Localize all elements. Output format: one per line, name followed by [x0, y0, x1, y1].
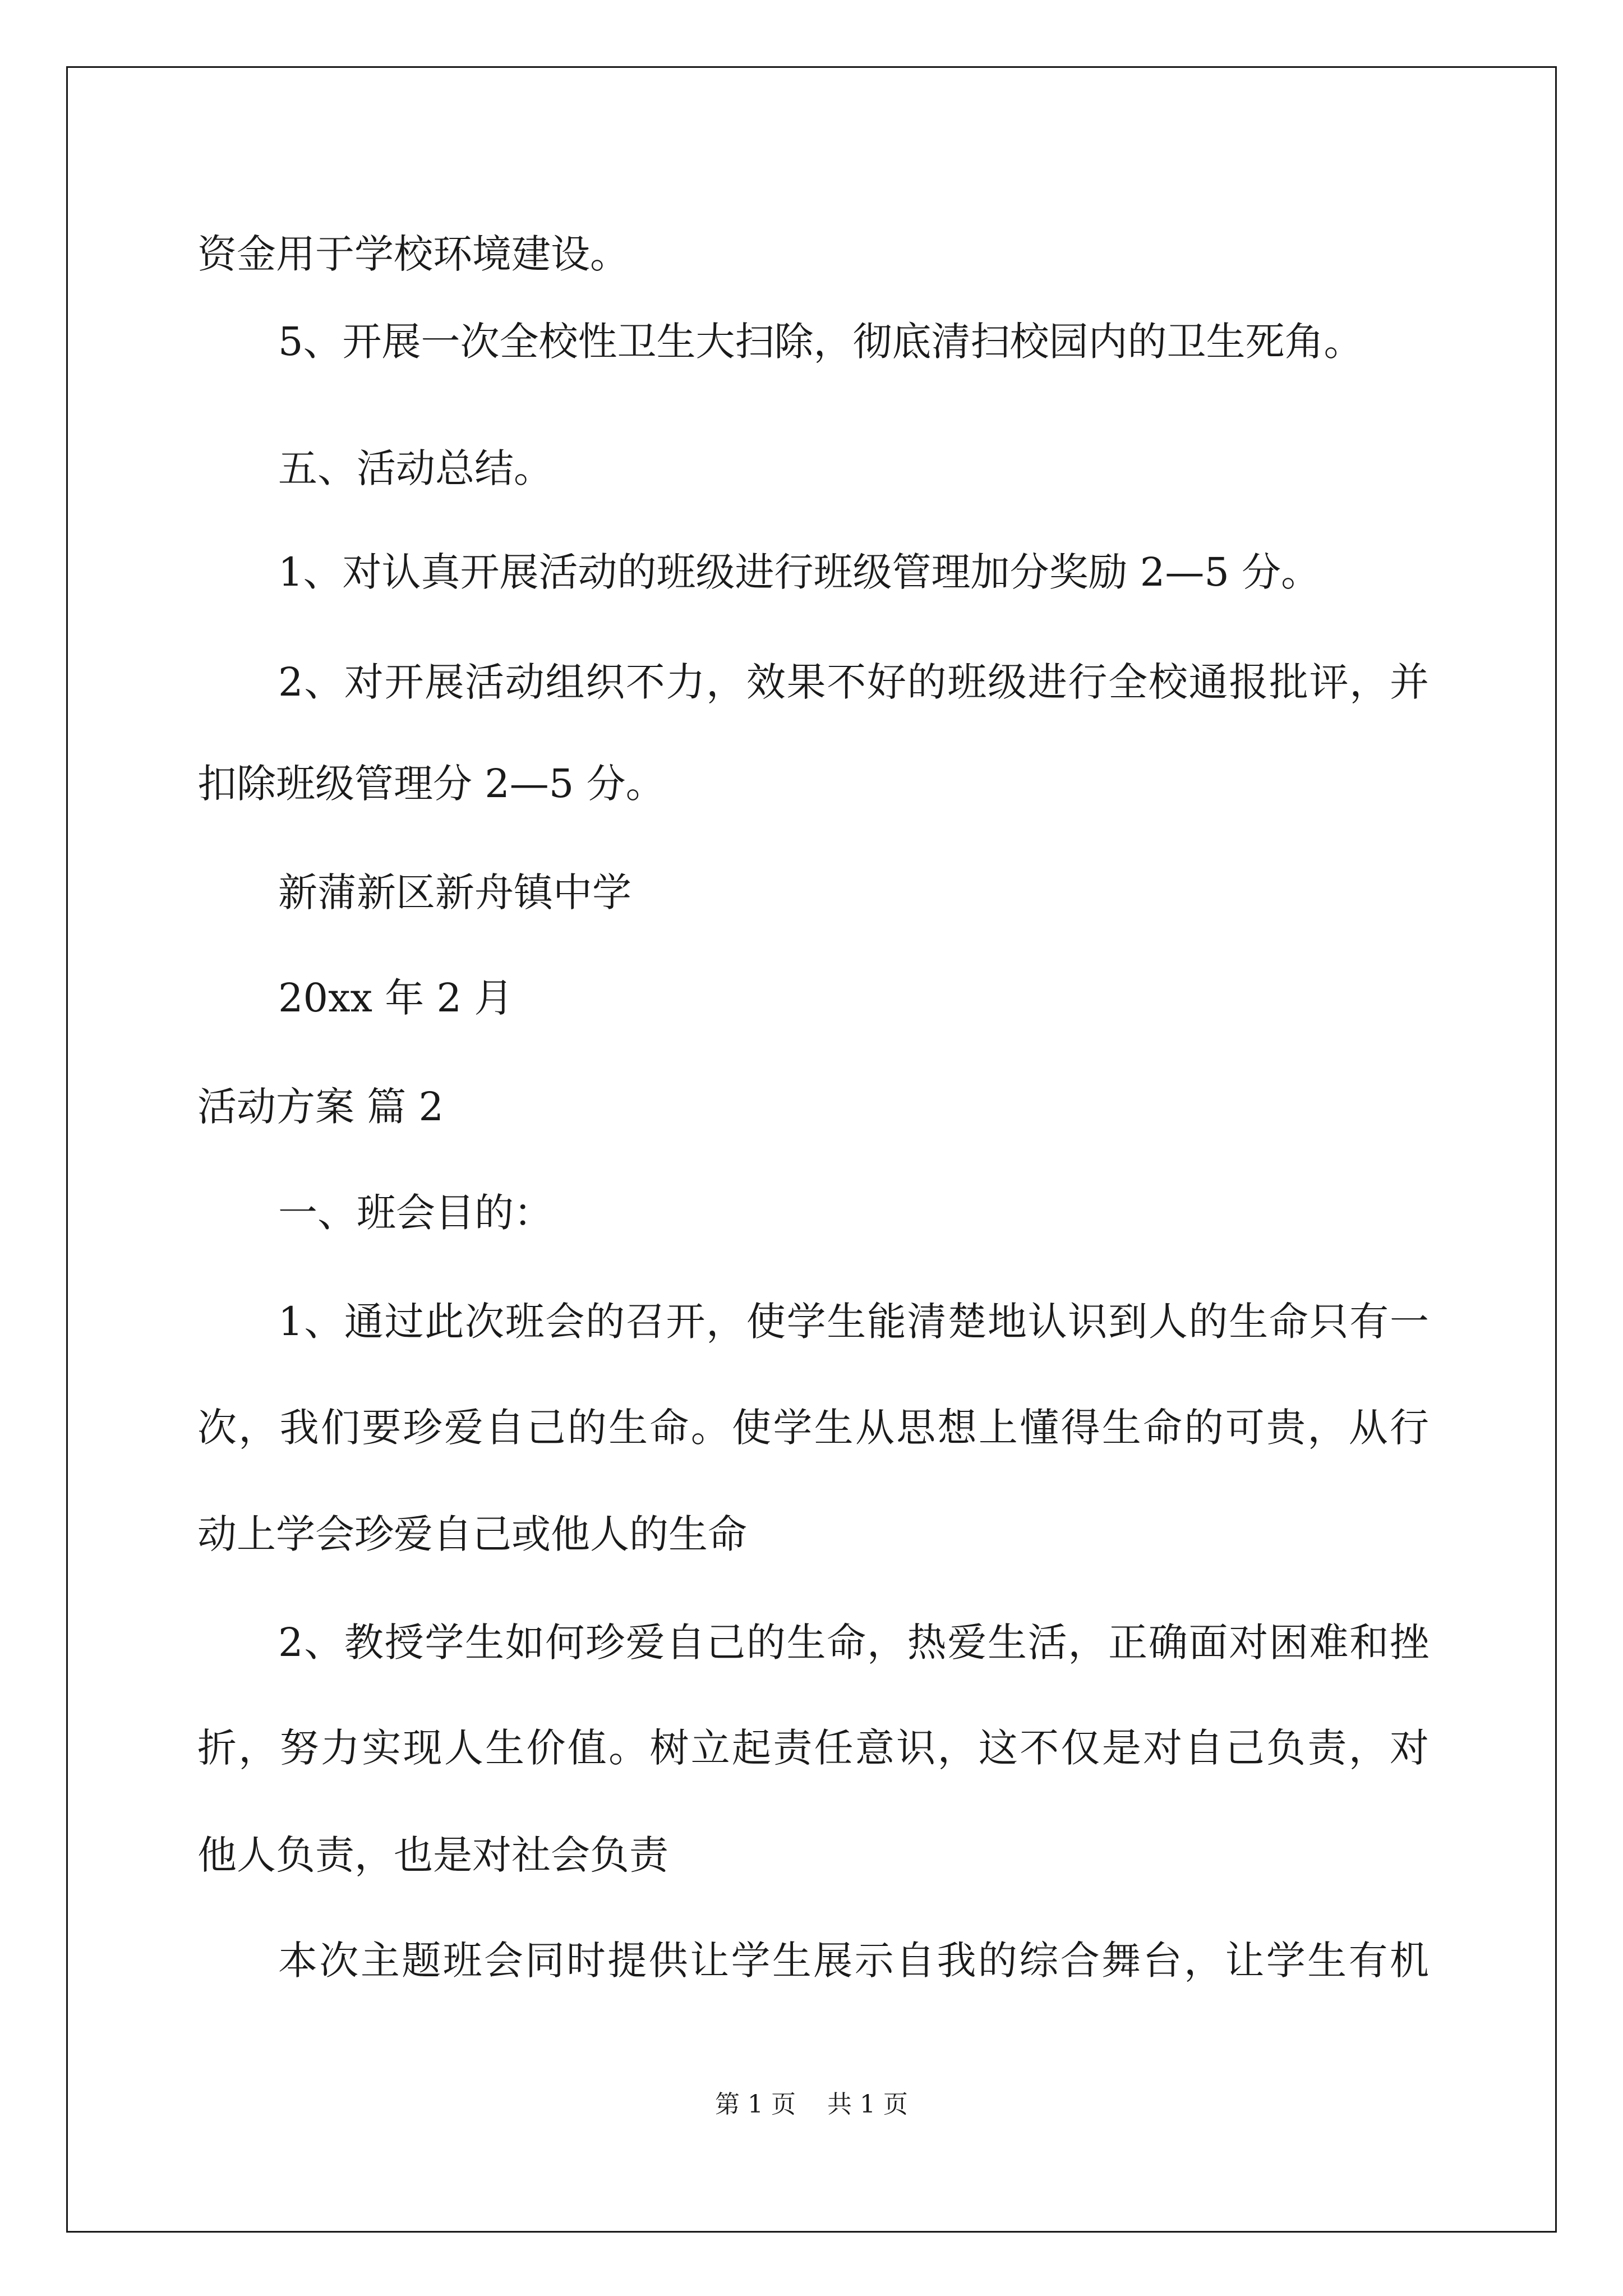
text-line: 他人负责，也是对社会负责 — [197, 1832, 668, 1878]
text-line: 2、对开展活动组织不力，效果不好的班级进行全校通报批评，并 — [278, 659, 1429, 705]
text-line: 扣除班级管理分 2—5 分。 — [197, 761, 665, 807]
text-line: 新蒲新区新舟镇中学 — [278, 869, 631, 915]
page-border — [66, 66, 1557, 2233]
text-line: 五、活动总结。 — [278, 445, 553, 491]
text-line: 5、开展一次全校性卫生大扫除，彻底清扫校园内的卫生死角。 — [278, 319, 1363, 365]
section-heading: 活动方案 篇 2 — [197, 1084, 444, 1130]
text-line: 折，努力实现人生价值。树立起责任意识，这不仅是对自己负责，对 — [197, 1725, 1429, 1771]
text-line: 1、通过此次班会的召开，使学生能清楚地认识到人的生命只有一 — [278, 1299, 1429, 1345]
text-line: 资金用于学校环境建设。 — [197, 231, 629, 277]
text-line: 次，我们要珍爱自己的生命。使学生从思想上懂得生命的可贵，从行 — [197, 1405, 1429, 1451]
text-line: 1、对认真开展活动的班级进行班级管理加分奖励 2—5 分。 — [278, 549, 1321, 595]
page-number: 第 1 页 共 1 页 — [715, 2090, 908, 2119]
text-line: 本次主题班会同时提供让学生展示自我的综合舞台，让学生有机 — [278, 1938, 1429, 1984]
text-line: 20xx 年 2 月 — [278, 975, 514, 1021]
text-line: 动上学会珍爱自己或他人的生命 — [197, 1511, 747, 1557]
text-line: 一、班会目的： — [278, 1190, 553, 1236]
text-line: 2、教授学生如何珍爱自己的生命，热爱生活，正确面对困难和挫 — [278, 1619, 1429, 1665]
